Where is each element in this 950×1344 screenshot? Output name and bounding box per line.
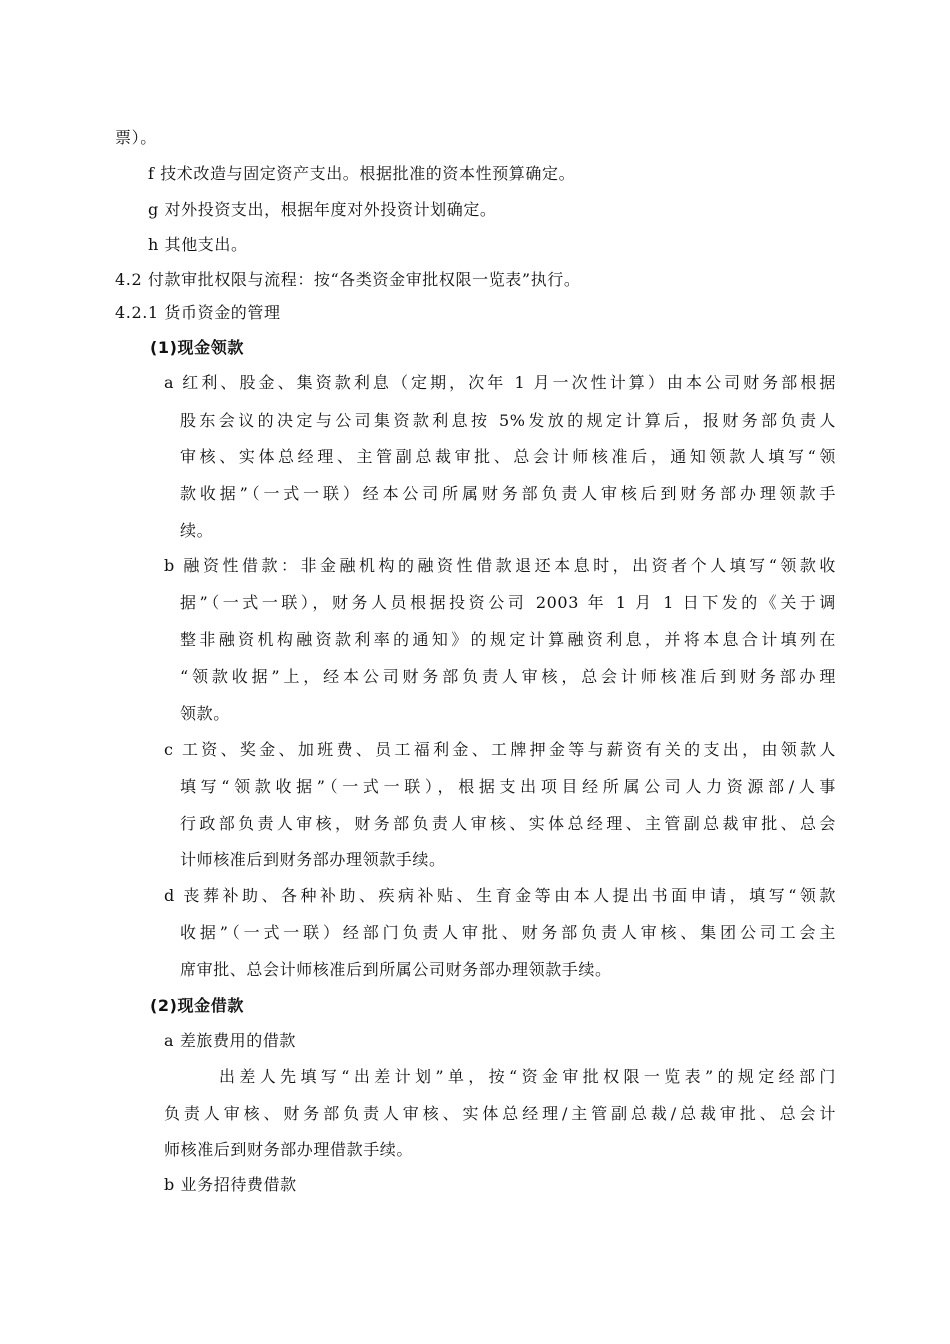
section-heading: 4.2 付款审批权限与流程：按“各类资金审批权限一览表”执行。 <box>115 270 581 289</box>
text-line: b 业务招待费借款 <box>164 1175 297 1194</box>
text-line: a 差旅费用的借款 <box>164 1031 297 1050</box>
text-line: 师核准后到财务部办理借款手续。 <box>164 1140 414 1159</box>
text-line: 款收据”（一式一联）经本公司所属财务部负责人审核后到财务部办理领款手 <box>180 484 836 503</box>
text-line: 计师核准后到财务部办理领款手续。 <box>180 850 446 869</box>
text-line: 席审批、总会计师核准后到所属公司财务部办理领款手续。 <box>180 960 612 979</box>
text-line: d 丧葬补助、各种补助、疾病补贴、生育金等由本人提出书面申请，填写“领款 <box>164 886 836 905</box>
text-line: 负责人审核、财务部负责人审核、实体总经理/主管副总裁/总裁审批、总会计 <box>164 1104 836 1123</box>
text-line: h 其他支出。 <box>148 235 248 254</box>
text-line: 票）。 <box>115 128 157 147</box>
text-line: 填写“领款收据”（一式一联），根据支出项目经所属公司人力资源部/人事 <box>180 777 836 796</box>
text-line: a 红利、股金、集资款利息（定期，次年 1 月一次性计算）由本公司财务部根据 <box>164 373 836 392</box>
text-line: 收据”（一式一联）经部门负责人审批、财务部负责人审核、集团公司工会主 <box>180 923 836 942</box>
item-heading: (2)现金借款 <box>150 996 244 1015</box>
text-line: 据”（一式一联），财务人员根据投资公司 2003 年 1 月 1 日下发的《关于调 <box>180 593 836 612</box>
text-line: 续。 <box>180 521 214 540</box>
text-line: “领款收据”上，经本公司财务部负责人审核，总会计师核准后到财务部办理 <box>180 667 836 686</box>
text-line: 整非融资机构融资款利率的通知》的规定计算融资利息，并将本息合计填列在 <box>180 630 836 649</box>
text-line: 审核、实体总经理、主管副总裁审批、总会计师核准后，通知领款人填写“领 <box>180 447 836 466</box>
text-line: 股东会议的决定与公司集资款利息按 5%发放的规定计算后，报财务部负责人 <box>180 411 836 430</box>
text-line: b 融资性借款：非金融机构的融资性借款退还本息时，出资者个人填写“领款收 <box>164 556 836 575</box>
item-heading: (1)现金领款 <box>150 338 244 357</box>
text-line: 领款。 <box>180 704 230 723</box>
text-line: f 技术改造与固定资产支出。根据批准的资本性预算确定。 <box>148 164 576 183</box>
subsection-heading: 4.2.1 货币资金的管理 <box>115 303 281 322</box>
text-line: 行政部负责人审核，财务部负责人审核、实体总经理、主管副总裁审批、总会 <box>180 814 836 833</box>
text-line: g 对外投资支出，根据年度对外投资计划确定。 <box>148 200 497 219</box>
text-line: c 工资、奖金、加班费、员工福利金、工牌押金等与薪资有关的支出，由领款人 <box>164 740 836 759</box>
text-line: 出差人先填写“出差计划”单，按“资金审批权限一览表”的规定经部门 <box>219 1067 836 1086</box>
